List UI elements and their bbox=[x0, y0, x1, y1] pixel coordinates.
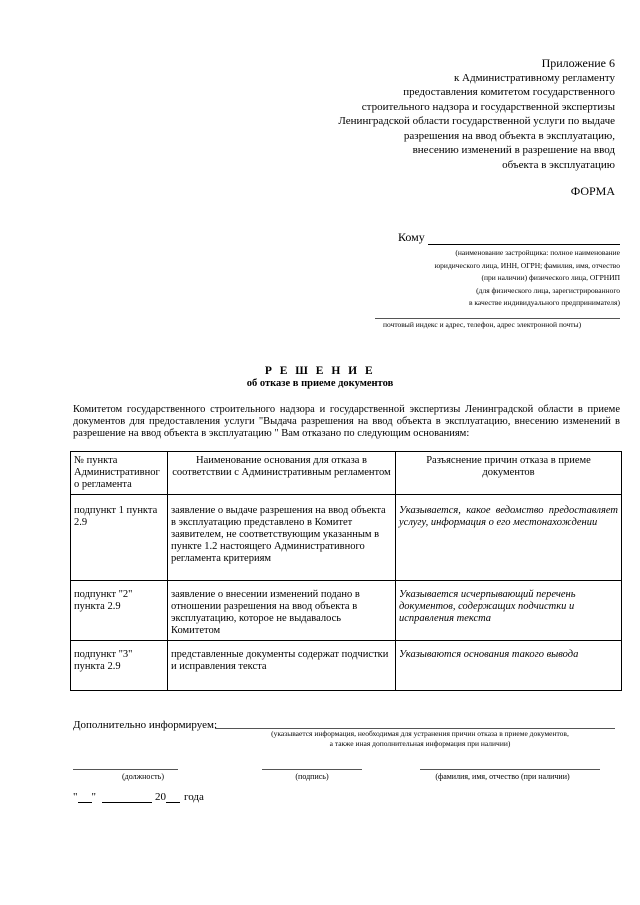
signature-label: (подпись) bbox=[295, 772, 329, 781]
row-reason: представленные документы содержат подчистки и исправления текста bbox=[167, 641, 395, 691]
table-row bbox=[71, 495, 622, 581]
contact-note: почтовый индекс и адрес, телефон, адрес электронной почты) bbox=[383, 320, 582, 329]
decision-title-block bbox=[0, 365, 640, 389]
full-name-field[interactable] bbox=[420, 768, 600, 770]
decision-title: Р Е Ш Е Н И Е bbox=[264, 365, 376, 377]
signature-field[interactable] bbox=[262, 768, 362, 770]
refusal-reasons-table bbox=[70, 451, 622, 691]
appendix-line: предоставления комитетом государственного bbox=[403, 86, 615, 98]
row-reason: заявление о внесении изменений подано в отношении разрешения на ввод объекта в эксплуатацию, которое не выдавалось Комитетом bbox=[167, 581, 395, 641]
date-quote-open: " bbox=[73, 791, 78, 803]
appendix-line: Ленинградской области государственной услуги по выдаче bbox=[338, 115, 615, 127]
row-explanation: Указывается, какое ведомство предоставляет услугу, информация о его местонахождении bbox=[396, 495, 622, 581]
addressee-note bbox=[380, 247, 620, 310]
contact-field[interactable] bbox=[375, 317, 620, 319]
appendix-line: к Административному регламенту bbox=[453, 71, 615, 84]
decision-subtitle: об отказе в приеме документов bbox=[246, 378, 394, 389]
row-explanation: Указывается исчерпывающий перечень документов, содержащих подчистки и исправления текста bbox=[396, 581, 622, 641]
year-suffix: года bbox=[184, 791, 204, 803]
full-name-label: (фамилия, имя, отчество (при наличии) bbox=[435, 772, 570, 781]
position-field[interactable] bbox=[73, 768, 178, 770]
form-label: ФОРМА bbox=[570, 184, 615, 198]
month-field[interactable] bbox=[102, 791, 152, 803]
table-row bbox=[71, 581, 622, 641]
additional-note-line: (указывается информация, необходимая для устранения причин отказа в приеме документов, bbox=[271, 729, 569, 738]
addressee-field[interactable] bbox=[428, 232, 620, 245]
position-label: (должность) bbox=[122, 772, 164, 781]
date-quote-close: " bbox=[91, 791, 96, 803]
year-field[interactable] bbox=[166, 791, 180, 803]
row-clause: подпункт "3" пункта 2.9 bbox=[71, 641, 168, 691]
addressee-block bbox=[380, 230, 620, 310]
century-prefix: 20 bbox=[155, 791, 166, 803]
appendix-line: разрешения на ввод объекта в эксплуатацию, bbox=[403, 129, 615, 142]
addressee-note-line: (для физического лица, зарегистрированного bbox=[476, 285, 620, 295]
intro-paragraph: Комитетом государственного строительного надзора и государственной экспертизы Ленинградской области в приеме документов для предоставления услуги "Выдача разрешения на ввод объекта в эксплуатацию, внесению изменений в разрешение на ввод объекта в эксплуатацию " Вам отказано по следующим основаниям: bbox=[73, 404, 620, 439]
appendix-heading: Приложение 6 bbox=[541, 56, 615, 70]
table-row bbox=[71, 641, 622, 691]
appendix-line: внесению изменений в разрешение на ввод bbox=[412, 144, 615, 156]
addressee-note-line: в качестве индивидуального предпринимателя) bbox=[468, 298, 620, 307]
row-clause: подпункт "2" пункта 2.9 bbox=[71, 581, 168, 641]
to-label: Кому bbox=[398, 230, 425, 244]
appendix-header bbox=[285, 56, 615, 172]
header-explanation: Разъяснение причин отказа в приеме документов bbox=[396, 452, 622, 495]
additional-note-line: а также иная дополнительная информация при наличии) bbox=[329, 739, 511, 748]
row-clause: подпункт 1 пункта 2.9 bbox=[71, 495, 168, 581]
addressee-note-line: (наименование застройщика: полное наименование bbox=[455, 248, 620, 257]
row-reason: заявление о выдаче разрешения на ввод объекта в эксплуатацию представлено в Комитет заявителем, не соответствующим указанным в пункте 1.2 настоящего Административного регламента критериям bbox=[167, 495, 395, 581]
addressee-note-line: юридического лица, ИНН, ОГРН; фамилия, имя, отчество bbox=[434, 260, 620, 270]
table-header-row bbox=[71, 452, 622, 495]
additional-info-note bbox=[220, 729, 620, 749]
addressee-note-line: (при наличии) физического лица, ОГРНИП bbox=[481, 273, 620, 282]
day-field[interactable] bbox=[78, 791, 92, 803]
header-reason: Наименование основания для отказа в соответствии с Административным регламентом bbox=[167, 452, 395, 495]
date-row bbox=[73, 791, 204, 803]
row-explanation: Указываются основания такого вывода bbox=[396, 641, 622, 691]
appendix-line: строительного надзора и государственной экспертизы bbox=[361, 100, 615, 113]
appendix-line: объекта в эксплуатацию bbox=[502, 158, 615, 171]
header-clause: № пункта Административног о регламента bbox=[71, 452, 168, 495]
addressee-row bbox=[398, 230, 620, 245]
additional-info-label: Дополнительно информируем: bbox=[73, 719, 218, 731]
